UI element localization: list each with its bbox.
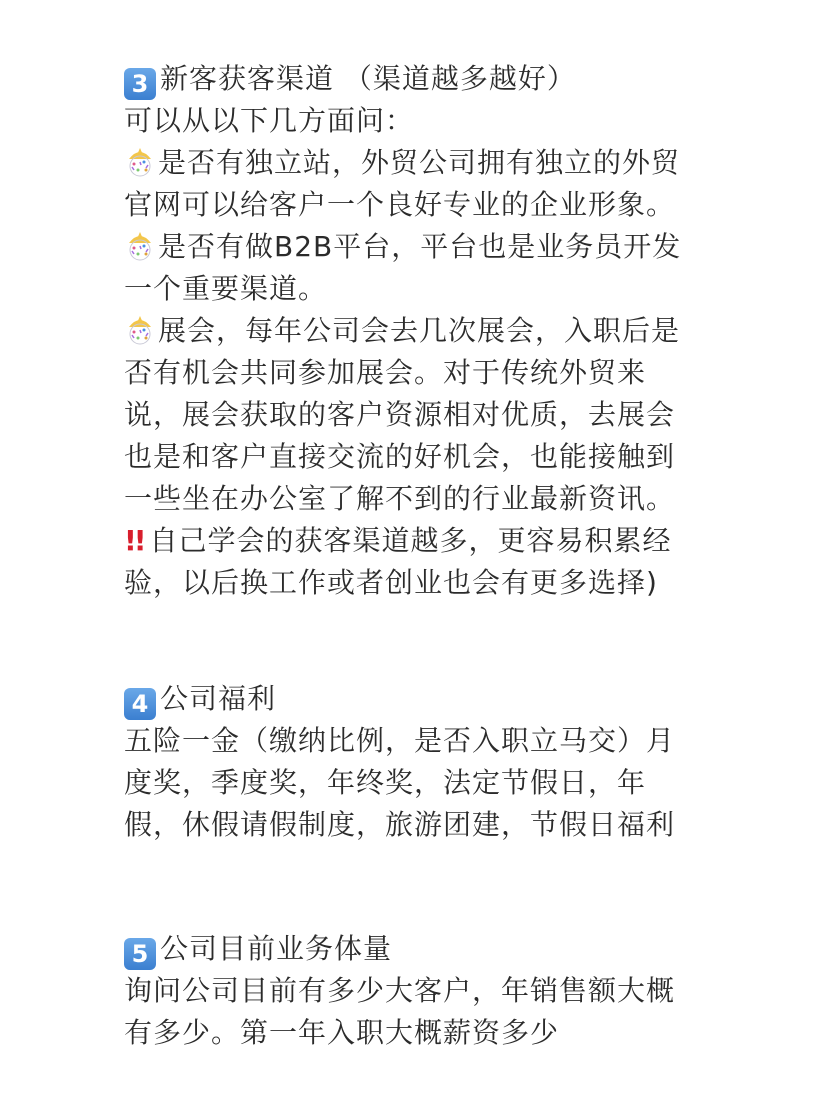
section-4: [124, 678, 724, 846]
section-4-heading: [124, 678, 724, 720]
section-3-title: 新客获客渠道 （渠道越多越好）: [160, 62, 576, 95]
item-1-line-2: 官网可以给客户一个良好专业的企业形象。: [124, 188, 676, 221]
item-3-text-1: 展会，每年公司会去几次展会，入职后是: [158, 314, 681, 347]
confetti-ball-icon: [124, 315, 156, 345]
section-5-heading: [124, 928, 724, 970]
item-1-line-1: [124, 142, 724, 184]
keycap-3-icon: 3: [124, 68, 156, 100]
confetti-ball-icon: [124, 231, 156, 261]
section-5-line-2: 有多少。第一年入职大概薪资多少: [124, 1016, 560, 1049]
item-3-line-3: 说，展会获取的客户资源相对优质，去展会: [124, 398, 676, 431]
section-4-line-1: 五险一金（缴纳比例，是否入职立马交）月: [124, 724, 676, 757]
double-exclamation-icon: !!: [124, 524, 144, 557]
section-3: [124, 58, 724, 604]
item-3-line-4: 也是和客户直接交流的好机会，也能接触到: [124, 440, 676, 473]
section-4-title: 公司福利: [160, 682, 277, 715]
section-5: [124, 928, 724, 1054]
section-3-heading: [124, 58, 724, 100]
item-3-line-1: [124, 310, 724, 352]
item-3-line-5: 一些坐在办公室了解不到的行业最新资讯。: [124, 482, 676, 515]
item-3-line-2: 否有机会共同参加展会。对于传统外贸来: [124, 356, 647, 389]
section-4-line-2: 度奖，季度奖，年终奖，法定节假日，年: [124, 766, 647, 799]
section-3-intro: 可以从以下几方面问：: [124, 104, 415, 137]
item-2-text-1: 是否有做B2B平台，平台也是业务员开发: [158, 230, 682, 263]
section-4-line-3: 假，休假请假制度，旅游团建，节假日福利: [124, 808, 676, 841]
note-text-1: 自己学会的获客渠道越多，更容易积累经: [149, 524, 672, 557]
item-2-line-1: [124, 226, 724, 268]
item-2-line-2: 一个重要渠道。: [124, 272, 328, 305]
keycap-4-icon: 4: [124, 688, 156, 720]
section-5-title: 公司目前业务体量: [160, 932, 393, 965]
keycap-5-icon: 5: [124, 938, 156, 970]
note-line-2: 验，以后换工作或者创业也会有更多选择): [124, 566, 658, 599]
item-1-text-1: 是否有独立站，外贸公司拥有独立的外贸: [158, 146, 681, 179]
section-5-line-1: 询问公司目前有多少大客户，年销售额大概: [124, 974, 676, 1007]
confetti-ball-icon: [124, 147, 156, 177]
note-line-1: [124, 520, 724, 562]
